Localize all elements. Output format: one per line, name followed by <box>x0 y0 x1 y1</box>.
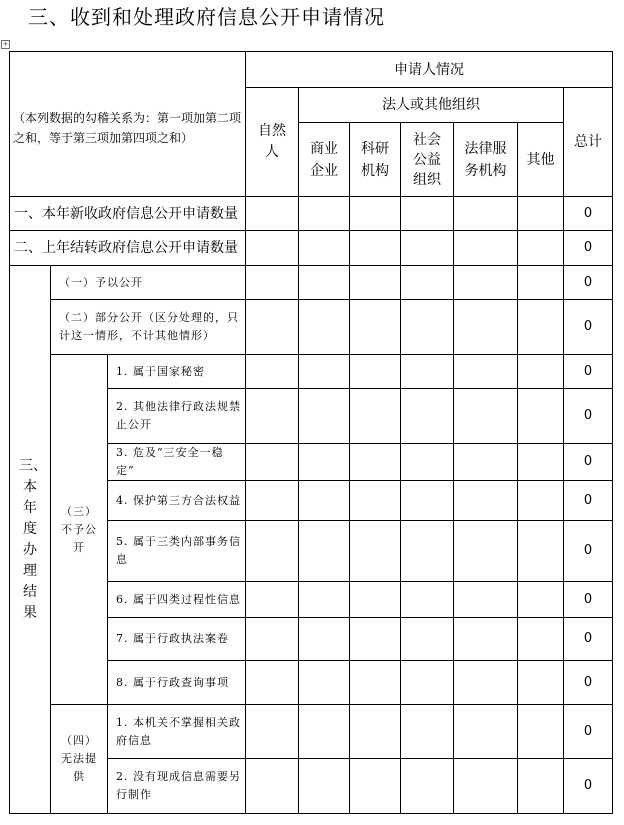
unable-label: （四）无法提供 <box>51 705 108 814</box>
total-cell: 0 <box>564 582 613 618</box>
page-title: 三、收到和处理政府信息公开申请情况 <box>28 5 385 29</box>
total-cell: 0 <box>564 197 613 231</box>
table-row <box>10 355 613 389</box>
total-cell: 0 <box>564 355 613 389</box>
row-label-nd-4: 4. 保护第三方合法权益 <box>108 481 246 521</box>
table-move-handle-icon[interactable]: + <box>2 40 9 48</box>
row-label-nd-6: 6. 属于四类过程性信息 <box>108 582 246 618</box>
research-institution-header: 科研机构 <box>350 123 401 197</box>
legal-person-header: 法人或其他组织 <box>299 88 564 123</box>
total-cell: 0 <box>564 266 613 300</box>
row-label-disclose: （一）予以公开 <box>51 266 246 300</box>
total-cell: 0 <box>564 389 613 444</box>
row-label-nd-7: 7. 属于行政执法案卷 <box>108 618 246 661</box>
total-cell: 0 <box>564 618 613 661</box>
social-welfare-header: 社会公益组织 <box>401 123 454 197</box>
row-label-nd-5: 5. 属于三类内部事务信息 <box>108 521 246 582</box>
row-label-nd-3: 3. 危及“三安全一稳定” <box>108 444 246 481</box>
total-header: 总计 <box>564 88 613 197</box>
total-cell: 0 <box>564 521 613 582</box>
total-cell: 0 <box>564 705 613 759</box>
natural-person-header: 自然人 <box>246 88 299 197</box>
results-section-label: 三、本年度办理结果 <box>10 266 51 814</box>
row-label-nd-1: 1. 属于国家秘密 <box>108 355 246 389</box>
info-disclosure-table <box>9 51 613 814</box>
other-header: 其他 <box>518 123 564 197</box>
total-cell: 0 <box>564 759 613 814</box>
table-row <box>10 197 613 231</box>
row-label-new: 一、本年新收政府信息公开申请数量 <box>10 197 246 231</box>
commercial-enterprise-header: 商业企业 <box>299 123 350 197</box>
legal-service-header: 法律服务机构 <box>454 123 518 197</box>
table-row <box>10 705 613 759</box>
total-cell: 0 <box>564 481 613 521</box>
total-cell: 0 <box>564 231 613 266</box>
total-cell: 0 <box>564 661 613 705</box>
row-label-carried: 二、上年结转政府信息公开申请数量 <box>10 231 246 266</box>
row-label-un-2: 2. 没有现成信息需要另行制作 <box>108 759 246 814</box>
table-row <box>10 266 613 300</box>
table-row <box>10 231 613 266</box>
row-label-un-1: 1. 本机关不掌握相关政府信息 <box>108 705 246 759</box>
total-cell: 0 <box>564 444 613 481</box>
row-label-nd-2: 2. 其他法律行政法规禁止公开 <box>108 389 246 444</box>
table-row <box>10 300 613 355</box>
not-disclose-label: （三）不予公开 <box>51 355 108 705</box>
total-cell: 0 <box>564 300 613 355</box>
row-label-nd-8: 8. 属于行政查询事项 <box>108 661 246 705</box>
table-note: （本列数据的勾稽关系为：第一项加第二项之和，等于第三项加第四项之和） <box>10 52 246 197</box>
row-label-partial: （二）部分公开（区分处理的，只计这一情形，不计其他情形） <box>51 300 246 355</box>
applicant-situation-header: 申请人情况 <box>246 52 613 88</box>
